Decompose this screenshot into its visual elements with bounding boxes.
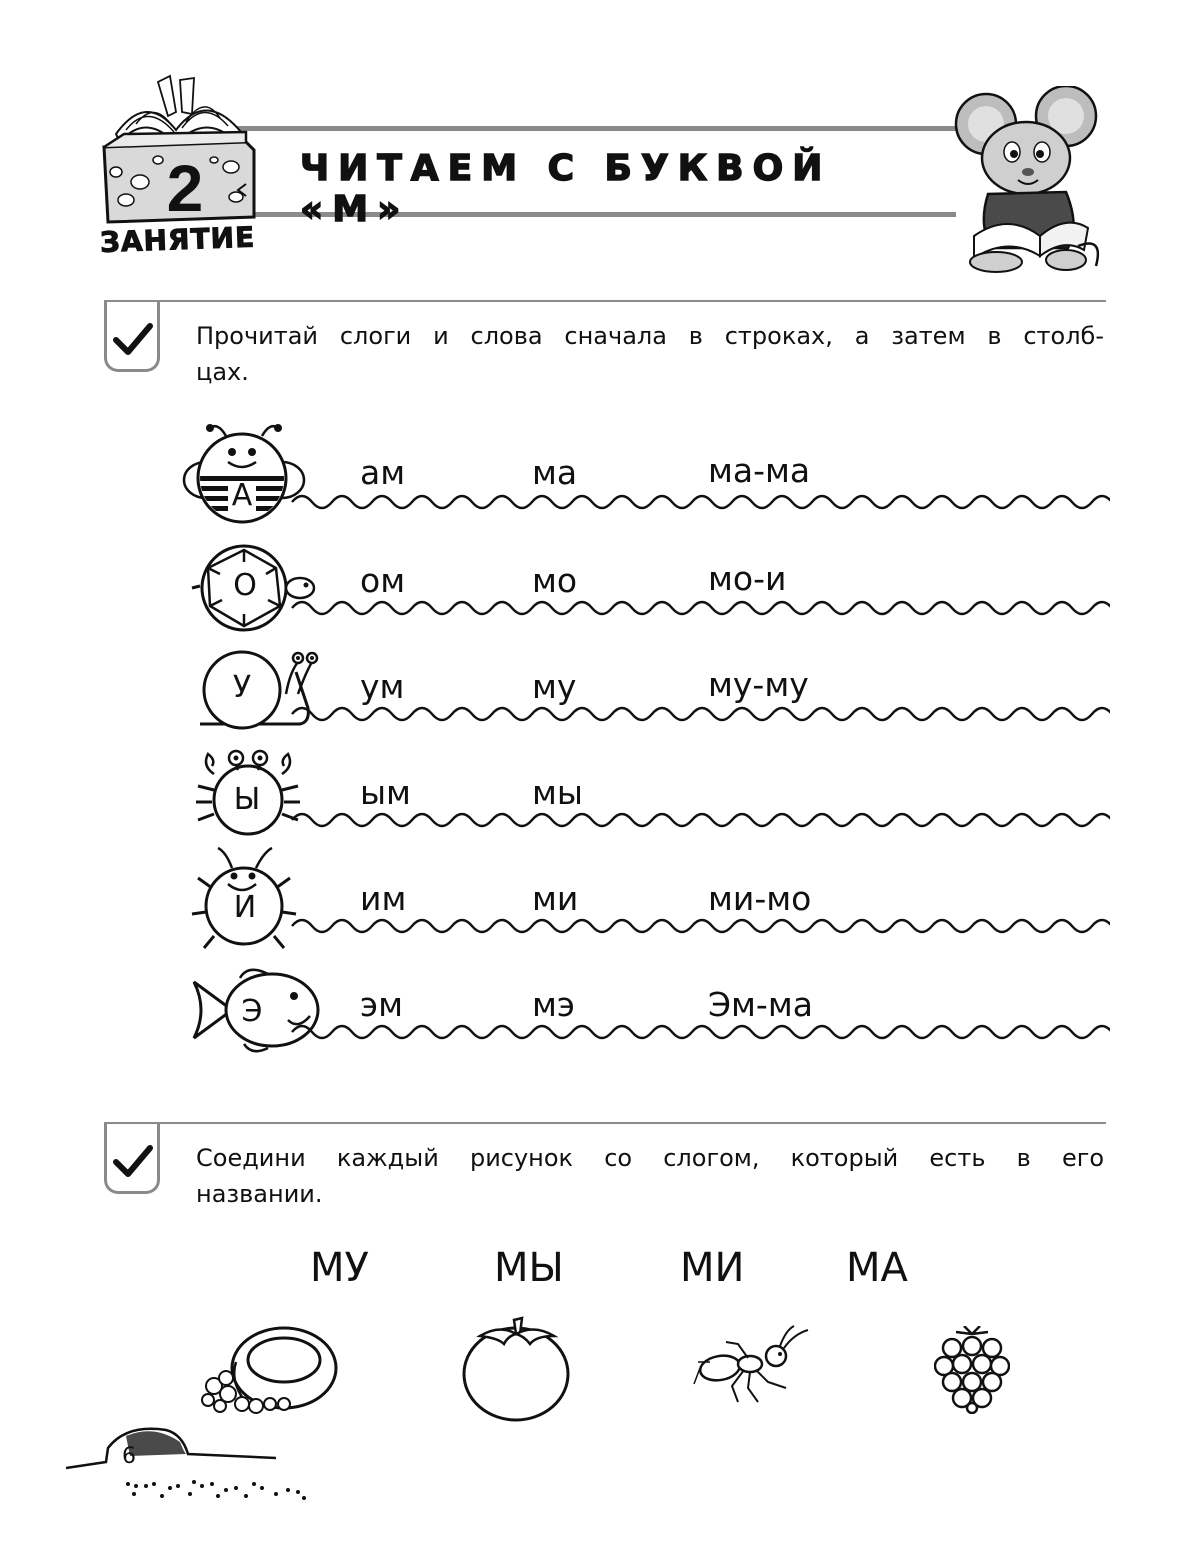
syllable-am: ам <box>360 453 406 492</box>
lesson-number: 2 <box>166 151 204 225</box>
wavy-lines <box>290 490 1110 1060</box>
checkmark-icon <box>112 322 154 358</box>
syllable-om: ом <box>360 561 406 600</box>
syllable-mo: мо <box>532 561 578 600</box>
syllable-me: мэ <box>532 985 576 1024</box>
syllable-my: мы <box>532 773 583 812</box>
task1-instructions <box>196 318 1104 390</box>
syllable-option-my[interactable]: МЫ <box>494 1245 564 1291</box>
tomato-icon[interactable] <box>460 1314 574 1424</box>
word-mama: ма-ма <box>708 451 811 490</box>
word-emma: Эм-ма <box>708 985 813 1024</box>
task2-instruction-line1: Соедини каждый рисунок со слогом, который есть в его <box>196 1144 1104 1172</box>
vowel-letter-u: У <box>232 670 252 705</box>
task2-instruction-line2: названии. <box>196 1180 323 1208</box>
checkmark-icon <box>112 1144 154 1180</box>
task1-instruction-line2: цах. <box>196 358 249 386</box>
vowel-letter-i: И <box>233 890 257 925</box>
syllable-option-ma[interactable]: МА <box>846 1245 908 1291</box>
syllable-ym: ым <box>360 773 411 812</box>
syllable-option-mu[interactable]: МУ <box>310 1245 369 1291</box>
vowel-letter-e: Э <box>241 994 263 1029</box>
page-number: 6 <box>122 1444 136 1469</box>
task2-instructions <box>196 1140 1104 1212</box>
soap-icon[interactable] <box>194 1320 344 1418</box>
syllable-im: им <box>360 879 407 918</box>
lesson-label: ЗАНЯТИЕ <box>99 220 256 259</box>
header-line-top <box>236 126 956 131</box>
task2-divider <box>104 1122 1106 1124</box>
syllable-mi: ми <box>532 879 579 918</box>
vowel-letter-y: Ы <box>233 782 261 817</box>
syllable-ma: ма <box>532 453 578 492</box>
task1-divider <box>104 300 1106 302</box>
ant-icon[interactable] <box>690 1322 814 1406</box>
word-mimo: ми-мо <box>708 879 812 918</box>
word-mumu: му-му <box>708 665 809 704</box>
vowel-letter-a: А <box>231 478 253 513</box>
vowel-letter-o: О <box>233 568 257 603</box>
task1-instruction-line1: Прочитай слоги и слова сначала в строках, а затем в столб- <box>196 322 1104 350</box>
syllable-um: ум <box>360 667 405 706</box>
mouse-reading-icon <box>948 86 1108 276</box>
syllable-mu: му <box>532 667 577 706</box>
mouse-hole-decoration <box>66 1424 316 1504</box>
raspberry-icon[interactable] <box>934 1326 1010 1414</box>
syllable-option-mi[interactable]: МИ <box>680 1245 745 1291</box>
syllable-em: эм <box>360 985 404 1024</box>
page-title: ЧИТАЕМ С БУКВОЙ «М» <box>300 148 832 230</box>
word-moi: мо-и <box>708 559 787 598</box>
